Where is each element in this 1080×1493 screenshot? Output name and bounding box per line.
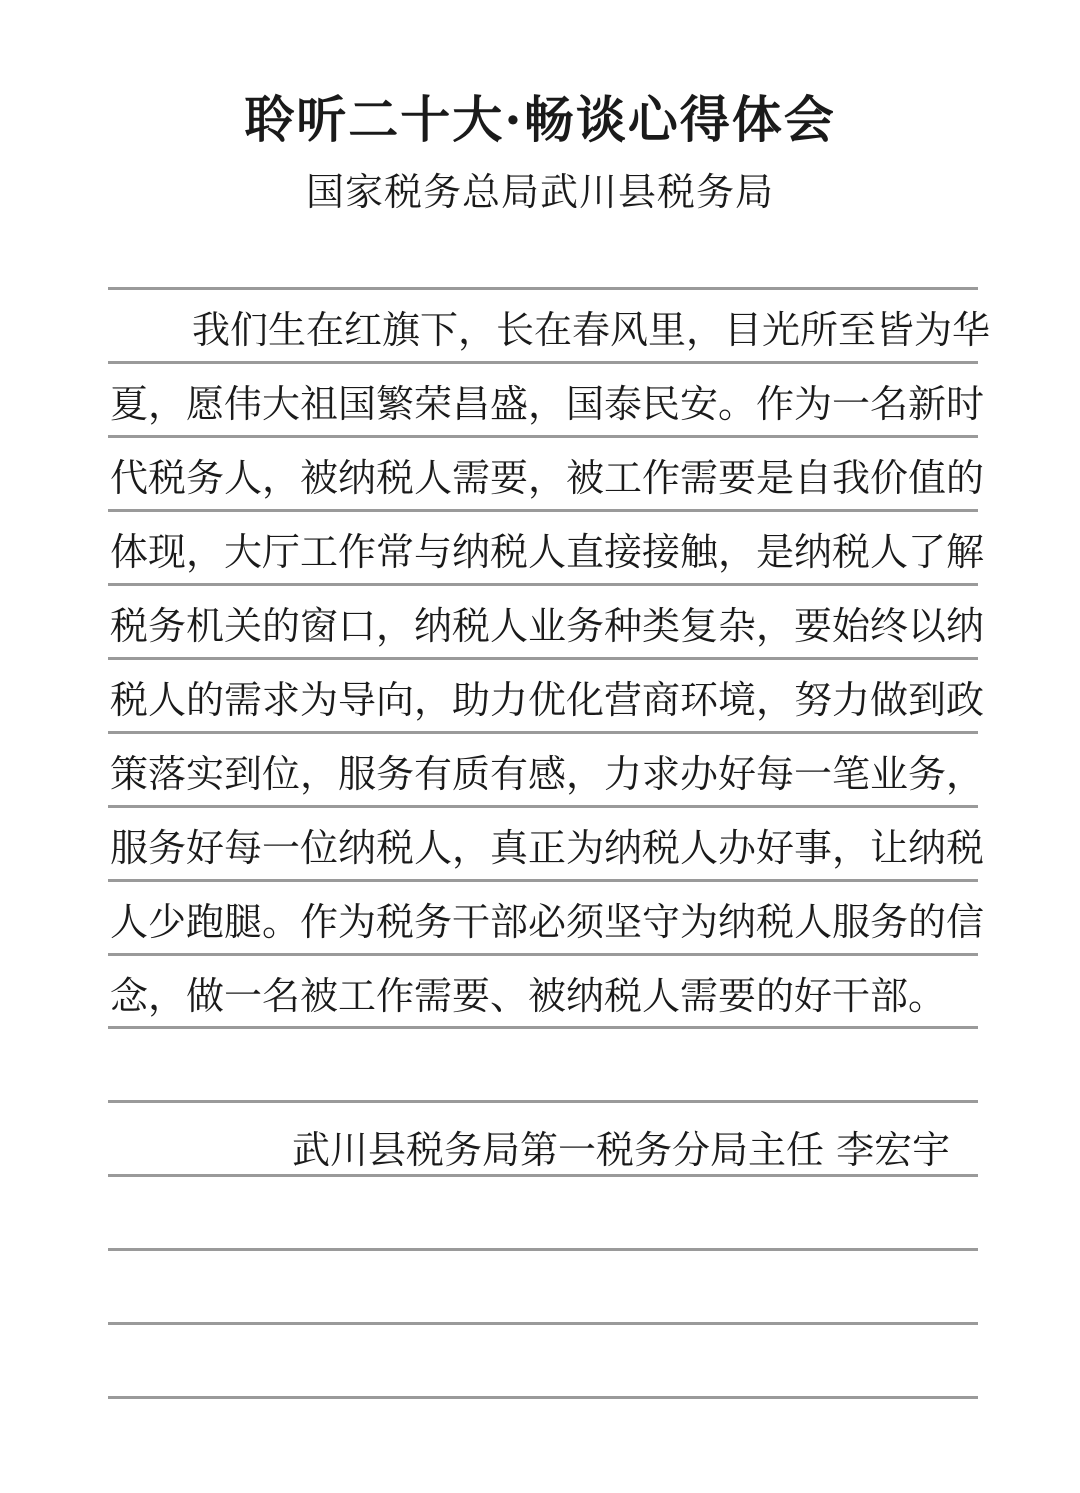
ruled-line	[108, 1100, 978, 1103]
ruled-line	[108, 879, 978, 882]
page-title: 聆听二十大·畅谈心得体会	[244, 90, 836, 149]
ruled-line	[108, 435, 978, 438]
ruled-line	[108, 953, 978, 956]
body-line: 体现，大厅工作常与纳税人直接接触，是纳税人了解	[110, 530, 985, 574]
ruled-line	[108, 509, 978, 512]
body-line: 服务好每一位纳税人，真正为纳税人办好事，让纳税	[110, 826, 985, 870]
body-line: 夏，愿伟大祖国繁荣昌盛，国泰民安。作为一名新时	[110, 382, 985, 426]
organization-subtitle: 国家税务总局武川县税务局	[305, 170, 774, 214]
body-line: 策落实到位，服务有质有感，力求办好每一笔业务，	[110, 752, 985, 796]
ruled-line	[108, 583, 978, 586]
ruled-line	[108, 1322, 978, 1325]
body-line: 税务机关的窗口，纳税人业务种类复杂，要始终以纳	[110, 604, 985, 648]
body-line: 税人的需求为导向，助力优化营商环境，努力做到政	[110, 678, 985, 722]
ruled-line	[108, 287, 978, 290]
body-line: 代税务人，被纳税人需要，被工作需要是自我价值的	[110, 456, 985, 500]
ruled-line	[108, 731, 978, 734]
body-line: 人少跑腿。作为税务干部必须坚守为纳税人服务的信	[110, 900, 985, 944]
ruled-line	[108, 805, 978, 808]
ruled-line	[108, 657, 978, 660]
ruled-line	[108, 1026, 978, 1029]
author-signature: 武川县税务局第一税务分局主任 李宏宇	[292, 1128, 951, 1172]
ruled-line	[108, 361, 978, 364]
body-line: 我们生在红旗下，长在春风里，目光所至皆为华	[192, 308, 991, 352]
ruled-line	[108, 1248, 978, 1251]
ruled-line	[108, 1396, 978, 1399]
body-line: 念，做一名被工作需要、被纳税人需要的好干部。	[110, 974, 947, 1018]
